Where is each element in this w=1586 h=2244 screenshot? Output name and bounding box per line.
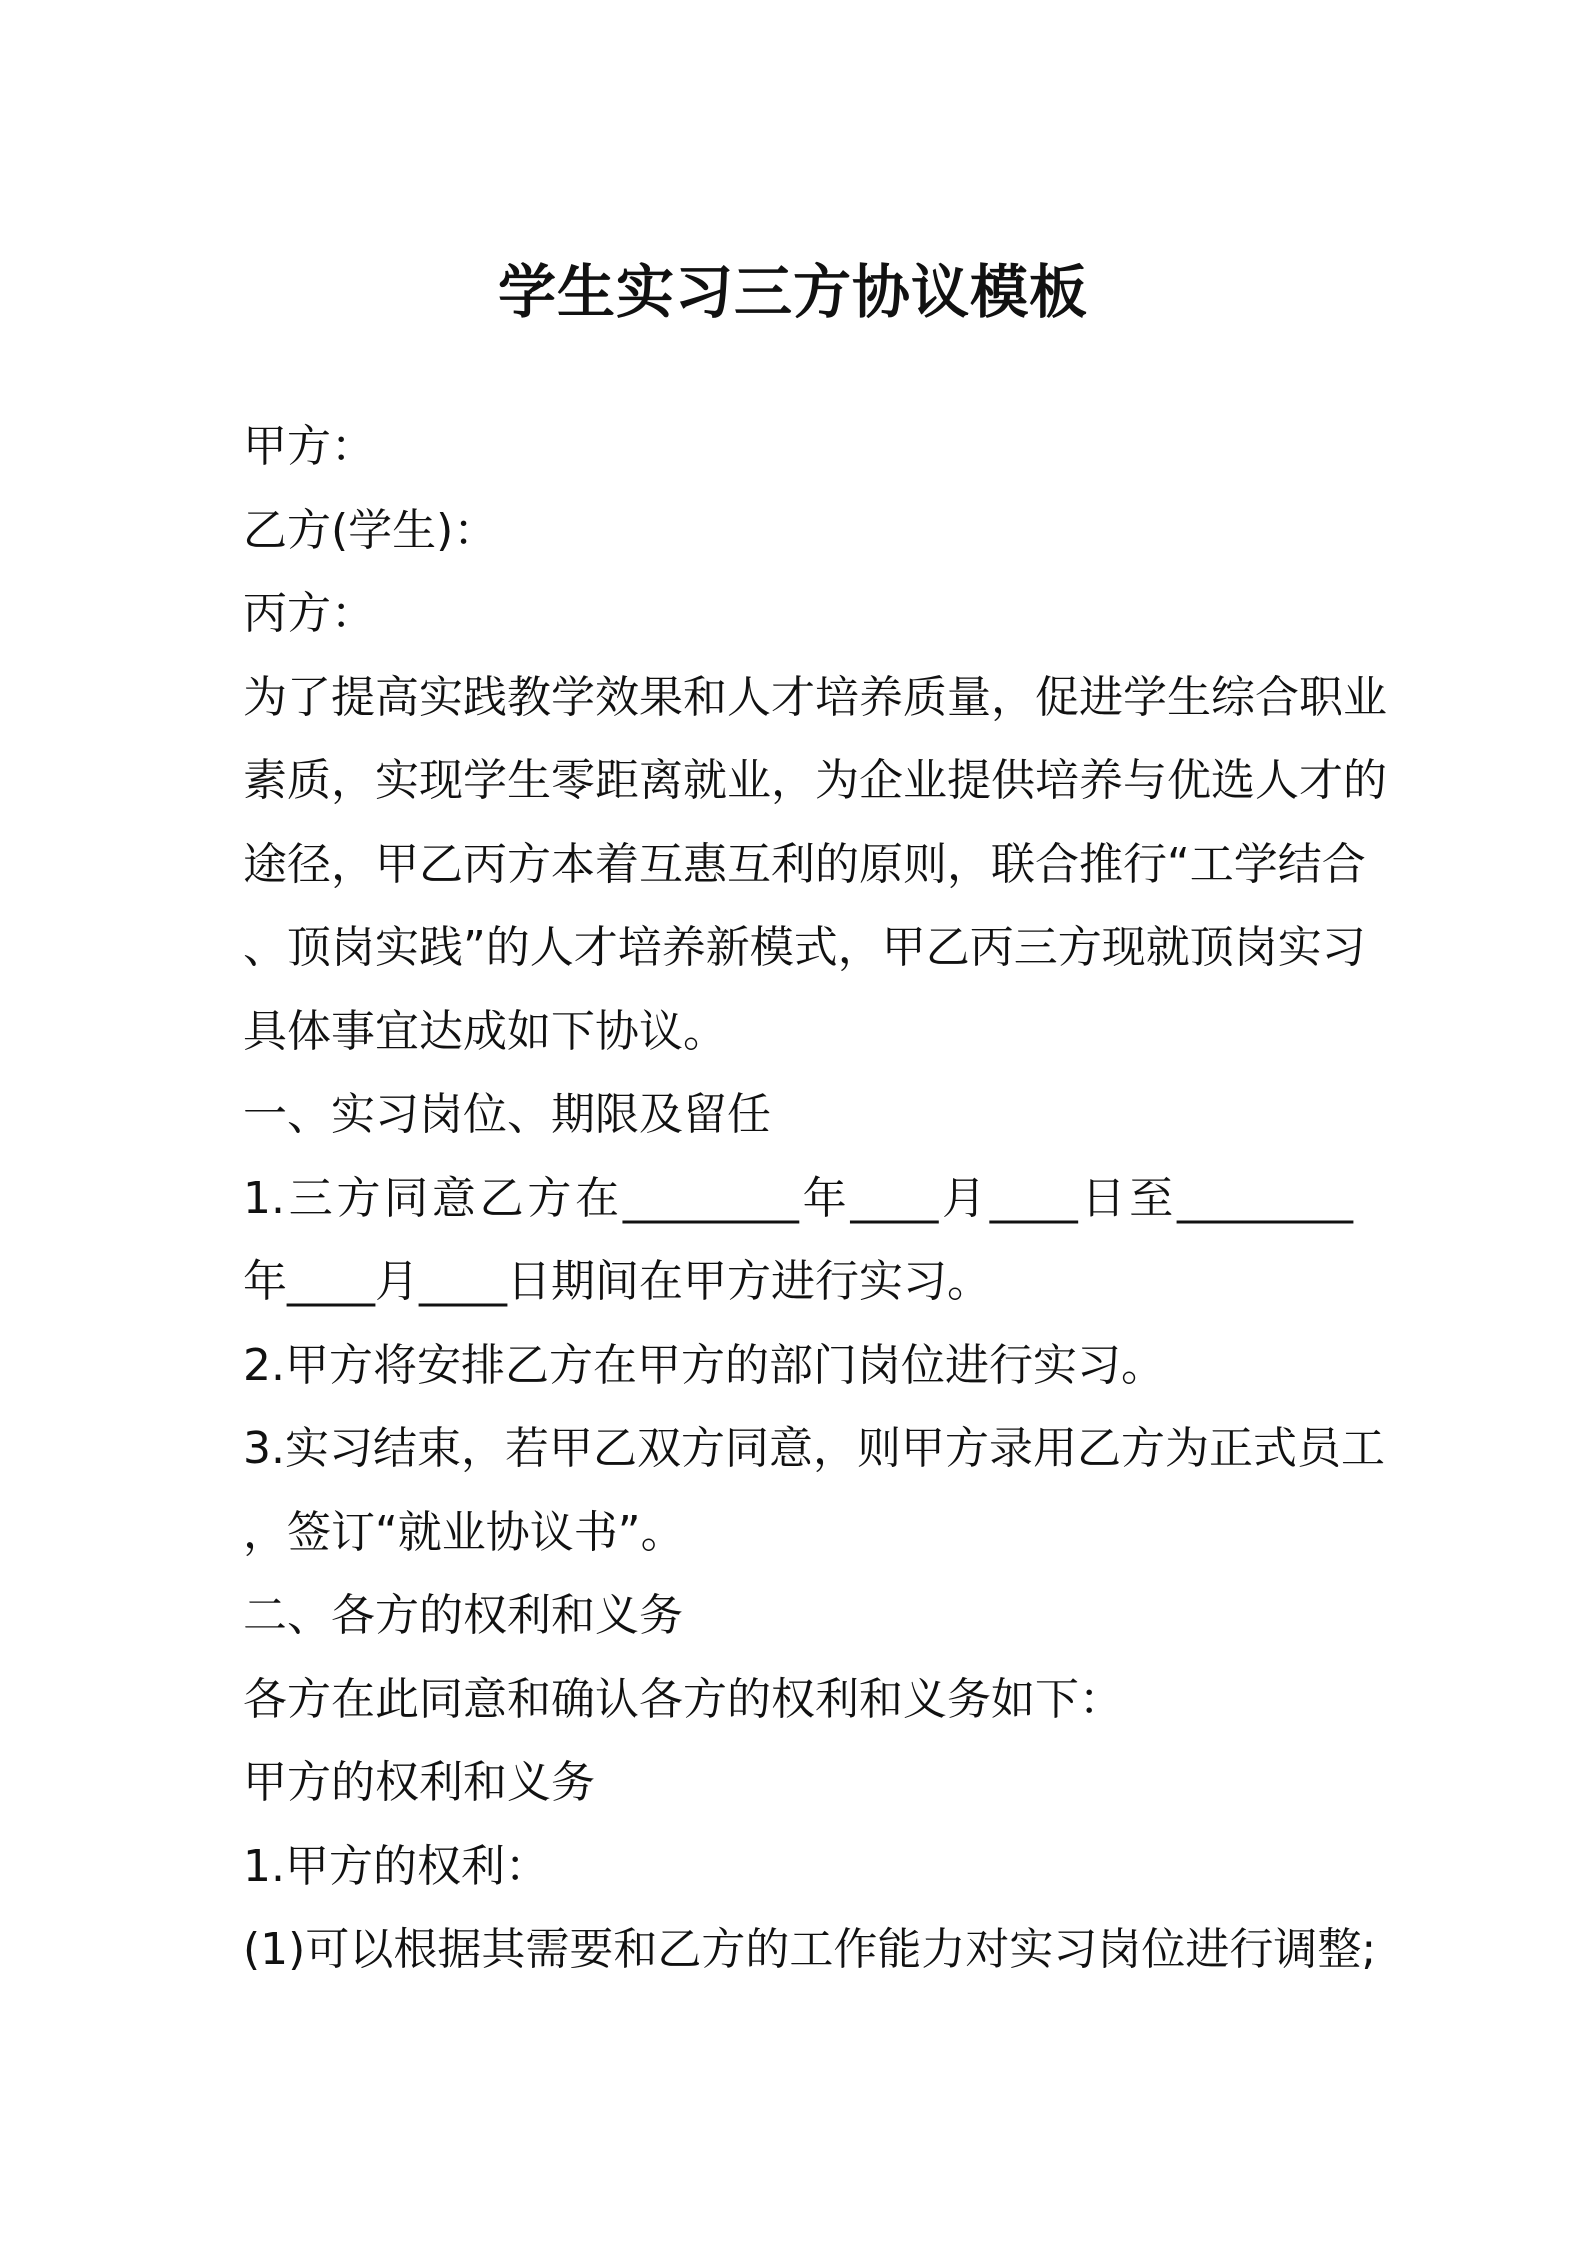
paragraph-line: 具体事宜达成如下协议。	[243, 1005, 727, 1057]
paragraph-line: 各方在此同意和确认各方的权利和义务如下：	[243, 1673, 1123, 1725]
paragraph-line: 为了提高实践教学效果和人才培养质量，促进学生综合职业	[243, 671, 1387, 723]
subsection-heading: 甲方的权利和义务	[243, 1757, 595, 1808]
section-heading: 二、各方的权利和义务	[243, 1590, 683, 1641]
clause-line: 2.甲方将安排乙方在甲方的部门岗位进行实习。	[243, 1339, 1165, 1391]
clause-line: 年____月____日期间在甲方进行实习。	[243, 1256, 991, 1307]
clause-line: (1)可以根据其需要和乙方的工作能力对实习岗位进行调整;	[243, 1924, 1377, 1975]
clause-line: 1.三方同意乙方在________年____月____日至________	[243, 1172, 1353, 1224]
party-a-line: 甲方：	[243, 421, 375, 472]
party-c-line: 丙方：	[243, 588, 375, 639]
clause-line: 3.实习结束，若甲乙双方同意，则甲方录用乙方为正式员工	[243, 1423, 1385, 1474]
paragraph-line: 素质，实现学生零距离就业，为企业提供培养与优选人才的	[243, 755, 1387, 806]
paragraph-line: 、顶岗实践”的人才培养新模式，甲乙丙三方现就顶岗实习	[243, 922, 1366, 973]
party-b-line: 乙方(学生)：	[243, 504, 498, 556]
paragraph-line: 途径，甲乙丙方本着互惠互利的原则，联合推行“工学结合	[243, 838, 1366, 890]
clause-line: ，签订“就业协议书”。	[243, 1506, 685, 1558]
document-body	[243, 405, 1387, 1992]
document-title: 学生实习三方协议模板	[497, 258, 1088, 326]
clause-line: 1.甲方的权利：	[243, 1840, 549, 1892]
section-heading: 一、实习岗位、期限及留任	[243, 1089, 771, 1140]
